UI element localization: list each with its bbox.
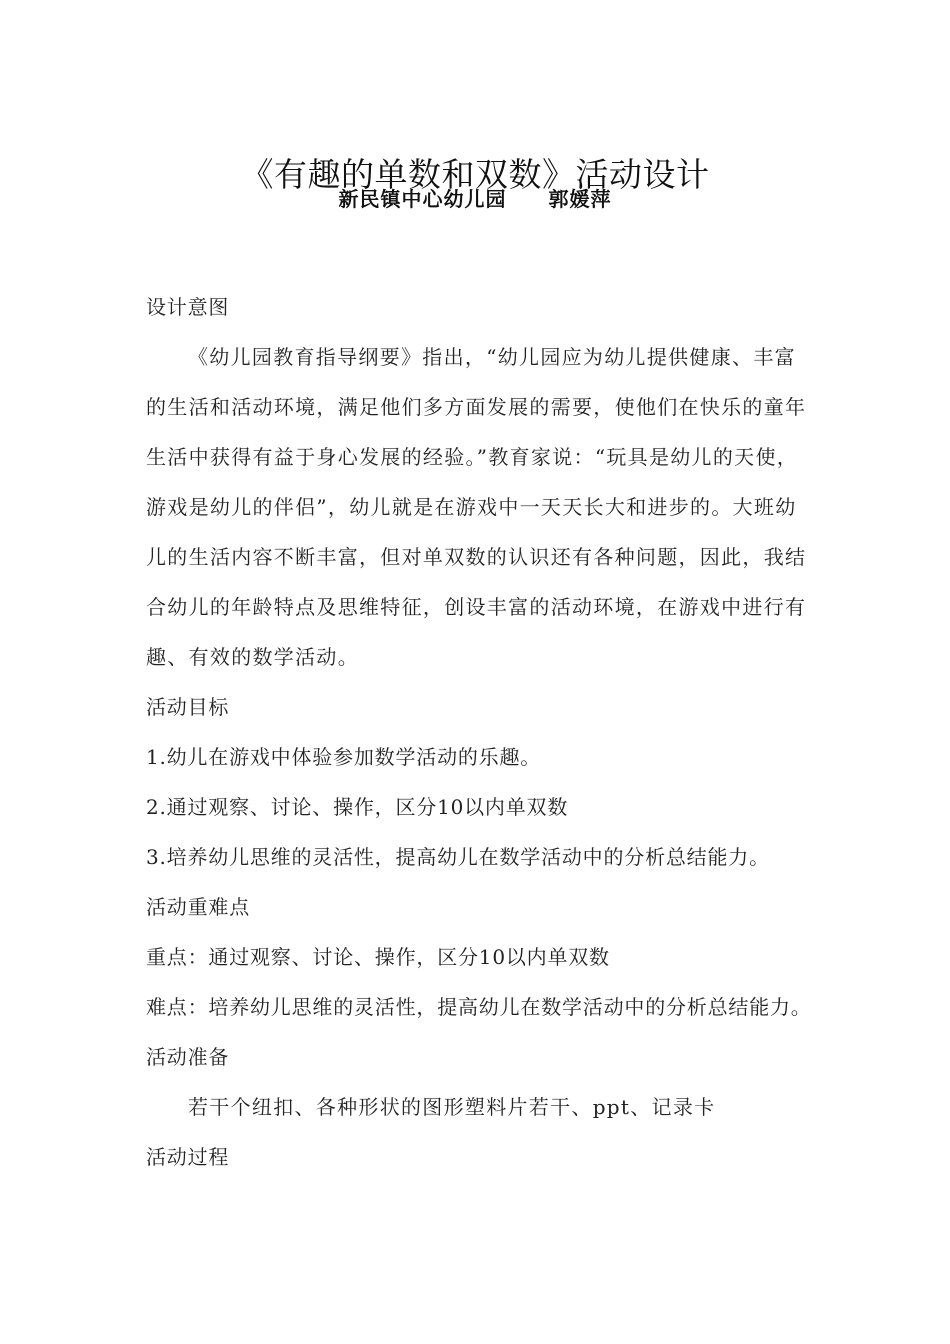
section-heading-activity-preparation: 活动准备: [146, 1045, 230, 1069]
design-intent-paragraph: 《幼儿园教育指导纲要》指出，“幼儿园应为幼儿提供健康、丰富的生活和活动环境，满足他们多方面发展的需要，使他们在快乐的童年生活中获得有益于身心发展的经验。”教育家说：“玩具是幼儿的天使，游戏是幼儿的伴侣”，幼儿就是在游戏中一天天长大和进步的。大班幼儿的生活内容不断丰富，但对单双数的认识还有各种问题，因此，我结合幼儿的年龄特点及思维特征，创设丰富的活动环境，在游戏中进行有趣、有效的数学活动。: [146, 345, 807, 669]
section-heading-activity-process: 活动过程: [146, 1145, 230, 1169]
section-heading-key-difficult-points: 活动重难点: [146, 895, 250, 919]
goal-item-1: 1.幼儿在游戏中体验参加数学活动的乐趣。: [146, 745, 542, 769]
document-body: [146, 282, 814, 1182]
byline: [0, 184, 950, 214]
goal-item-2: 2.通过观察、讨论、操作，区分10以内单双数: [146, 795, 569, 819]
author-name: 郭媛萍: [548, 187, 612, 211]
section-heading-activity-goals: 活动目标: [146, 695, 230, 719]
goal-item-3: 3.培养幼儿思维的灵活性，提高幼儿在数学活动中的分析总结能力。: [146, 845, 770, 869]
school-name: 新民镇中心幼儿园: [338, 187, 507, 211]
key-point-text: 重点：通过观察、讨论、操作，区分10以内单双数: [146, 945, 610, 969]
difficult-point-text: 难点：培养幼儿思维的灵活性，提高幼儿在数学活动中的分析总结能力。: [146, 995, 812, 1019]
preparation-text: 若干个纽扣、各种形状的图形塑料片若干、ppt、记录卡: [188, 1095, 716, 1119]
section-heading-design-intent: 设计意图: [146, 295, 230, 319]
document-title: 《有趣的单数和双数》活动设计: [240, 155, 710, 195]
